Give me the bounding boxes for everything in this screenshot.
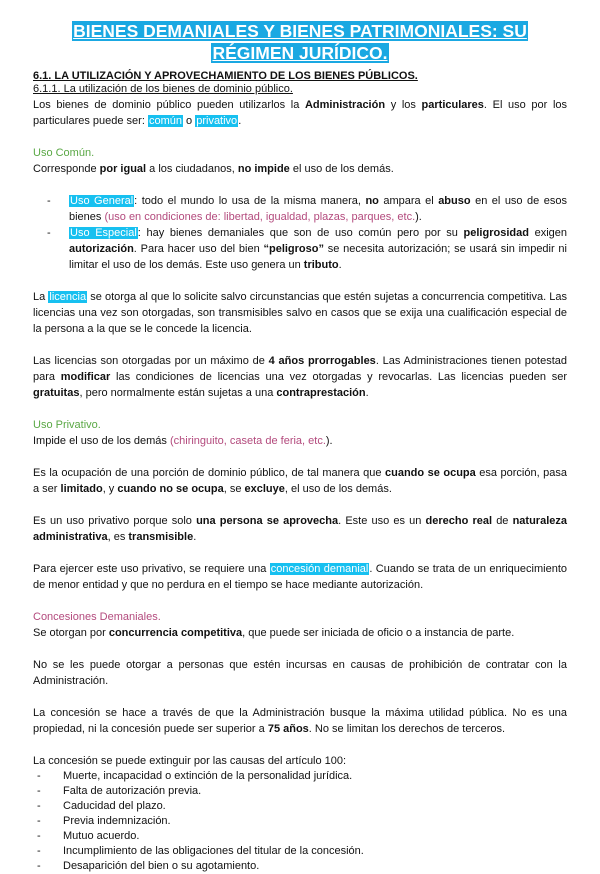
list-item-uso-general: - Uso General: todo el mundo lo usa de la misma manera, no ampara el abuso en el uso de esos bienes (uso en condiciones de: libertad, igualdad, plazas, parques, etc.). bbox=[47, 193, 567, 225]
concesiones-paragraph-4: La concesión se puede extinguir por las causas del artículo 100: bbox=[33, 755, 347, 767]
highlight-licencia: licencia bbox=[49, 291, 87, 303]
uso-comun-paragraph: Corresponde por igual a los ciudadanos, no impide el uso de los demás. bbox=[33, 163, 394, 175]
list-item-uso-especial: - Uso Especial: hay bienes demaniales que son de uso común pero por su peligrosidad exigen autorización. Para hacer uso del bien “peligroso” se necesita autorización; se usará sin impedir ni limitar el uso de los demás. Este uso genera un tributo. bbox=[47, 225, 567, 273]
licencias-duracion-paragraph: Las licencias son otorgadas por un máximo de 4 años prorrogables. Las Administraciones tienen potestad para modificar las condiciones de licencias una vez otorgadas y revocarlas. Las licencias pueden ser gratuitas, pero normalmente están sujetas a una contraprestación. bbox=[33, 355, 568, 399]
intro-paragraph: Los bienes de dominio público pueden utilizarlos la Administración y los particulares. El uso por los particulares puede ser: común o privativo. bbox=[33, 99, 567, 127]
section-heading-6-1: 6.1. LA UTILIZACIÓN Y APROVECHAMIENTO DE LOS BIENES PÚBLICOS. bbox=[33, 70, 418, 82]
highlight-concesion-demanial: concesión demanial bbox=[270, 563, 369, 575]
title-line-2: RÉGIMEN JURÍDICO. bbox=[212, 43, 388, 63]
uso-privativo-paragraph-2: Es la ocupación de una porción de dominio público, de tal manera que cuando se ocupa esa porción, pasa a ser limitado, y cuando no se ocupa, se excluye, el uso de los demás. bbox=[33, 467, 568, 495]
uso-privativo-paragraph-3: Es un uso privativo porque solo una persona se aprovecha. Este uso es un derecho real de naturaleza administrativa, es transmisible. bbox=[33, 515, 567, 543]
licencia-paragraph: La licencia se otorga al que lo solicite salvo circunstancias que estén sujetas a concurrencia competitiva. Las licencias una vez son otorgadas, son transmisibles salvo en casos que se exija una cualificación especial de la persona a la que se le concede la licencia. bbox=[33, 291, 567, 335]
uso-privativo-paragraph-1: Impide el uso de los demás (chiringuito, caseta de feria, etc.). bbox=[33, 435, 333, 447]
list-item: - Desaparición del bien o su agotamiento. bbox=[37, 859, 567, 874]
extincion-causes-list bbox=[33, 769, 567, 874]
document-title bbox=[33, 20, 567, 64]
list-item: - Mutuo acuerdo. bbox=[37, 829, 567, 844]
list-item: - Falta de autorización previa. bbox=[37, 784, 567, 799]
uso-comun-list bbox=[33, 193, 567, 273]
document-page bbox=[33, 20, 567, 874]
uso-privativo-heading: Uso Privativo. bbox=[33, 419, 101, 431]
list-item: - Muerte, incapacidad o extinción de la personalidad jurídica. bbox=[37, 769, 567, 784]
list-item: - Previa indemnización. bbox=[37, 814, 567, 829]
uso-privativo-paragraph-4: Para ejercer este uso privativo, se requiere una concesión demanial. Cuando se trata de un enriquecimiento de menor entidad y que no perdura en el tiempo se hace mediante autorización. bbox=[33, 563, 567, 591]
concesiones-paragraph-1: Se otorgan por concurrencia competitiva, que puede ser iniciada de oficio o a instancia de parte. bbox=[33, 627, 515, 639]
list-item: - Caducidad del plazo. bbox=[37, 799, 567, 814]
highlight-privativo: privativo bbox=[196, 115, 238, 127]
uso-comun-heading: Uso Común. bbox=[33, 147, 95, 159]
highlight-comun: común bbox=[148, 115, 182, 127]
concesiones-paragraph-3: La concesión se hace a través de que la Administración busque la máxima utilidad pública. No es una propiedad, ni la concesión puede ser superior a 75 años. No se limitan los derechos de terceros. bbox=[33, 707, 567, 735]
title-line-1: BIENES DEMANIALES Y BIENES PATRIMONIALES: SU bbox=[73, 21, 527, 41]
concesiones-paragraph-2: No se les puede otorgar a personas que estén incursas en causas de prohibición de contratar con la Administración. bbox=[33, 659, 567, 687]
subsection-heading-6-1-1: 6.1.1. La utilización de los bienes de dominio público. bbox=[33, 83, 293, 95]
highlight-uso-especial: Uso Especial bbox=[70, 227, 137, 239]
concesiones-heading: Concesiones Demaniales. bbox=[33, 611, 161, 623]
highlight-uso-general: Uso General bbox=[70, 195, 134, 207]
list-item: - Incumplimiento de las obligaciones del titular de la concesión. bbox=[37, 844, 567, 859]
